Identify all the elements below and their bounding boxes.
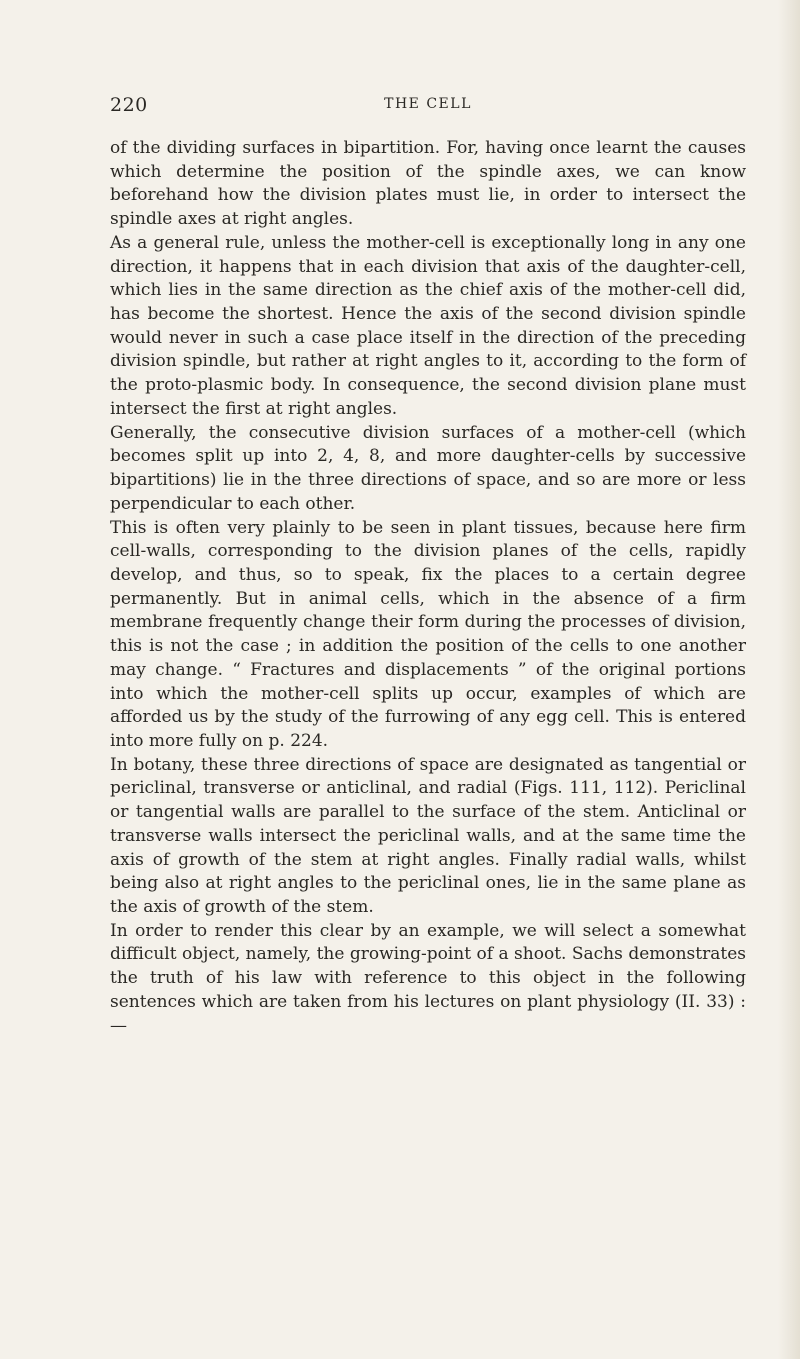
paragraph: In botany, these three directions of space are designated as tangential or periclinal, transverse or anticlinal, and radial (Figs. 111, 112). Periclinal or tangential walls are parallel to the surface of the stem. Anticlinal or transverse walls intersect the periclinal walls, and at the same time the axis of growth of the stem at right angles. Finally radial walls, whilst being also at right angles to the periclinal ones, lie in the same plane as the axis of growth of the stem.: [110, 754, 746, 917]
paragraph: Generally, the consecutive division surfaces of a mother-cell (which becomes split up into 2, 4, 8, and more daughter-cells by successive bipartitions) lie in the three directions of space, and so are more or less perpendicular to each other.: [110, 422, 746, 514]
paragraph: of the dividing surfaces in bipartition. For, having once learnt the causes which determine the position of the spindle axes, we can know beforehand how the division plates must lie, in order to intersect the spindle axes at right angles.: [110, 138, 746, 230]
paragraph: As a general rule, unless the mother-cell is exceptionally long in any one direction, it happens that in each division that axis of the daughter-cell, which lies in the same direction as the chief axis of the mother-cell did, has become the shortest. Hence the axis of the second division spindle would never in such a case place itself in the direction of the preceding division spindle, but rather at right angles to it, according to the form of the proto-plasmic body. In consequence, the second division plane must intersect the first at right angles.: [110, 232, 746, 419]
page-header: [110, 94, 746, 118]
body-text: [110, 137, 746, 1038]
page-edge-shadow: [778, 0, 800, 1359]
running-title: THE CELL: [384, 96, 472, 112]
paragraph: In order to render this clear by an example, we will select a somewhat difficult object, namely, the growing-point of a shoot. Sachs demonstrates the truth of his law with reference to this object in the following sentences which are taken from his lectures on plant physiology (II. 33) :—: [110, 920, 746, 1036]
paragraph: This is often very plainly to be seen in plant tissues, because here firm cell-walls, corresponding to the division planes of the cells, rapidly develop, and thus, so to speak, fix the places to a certain degree permanently. But in animal cells, which in the absence of a firm membrane frequently change their form during the processes of division, this is not the case ; in addition the position of the cells to one another may change. “ Fractures and displacements ” of the original portions into which the mother-cell splits up occur, examples of which are afforded us by the study of the furrowing of any egg cell. This is entered into more fully on p. 224.: [110, 517, 746, 751]
page-number: 220: [110, 94, 148, 116]
